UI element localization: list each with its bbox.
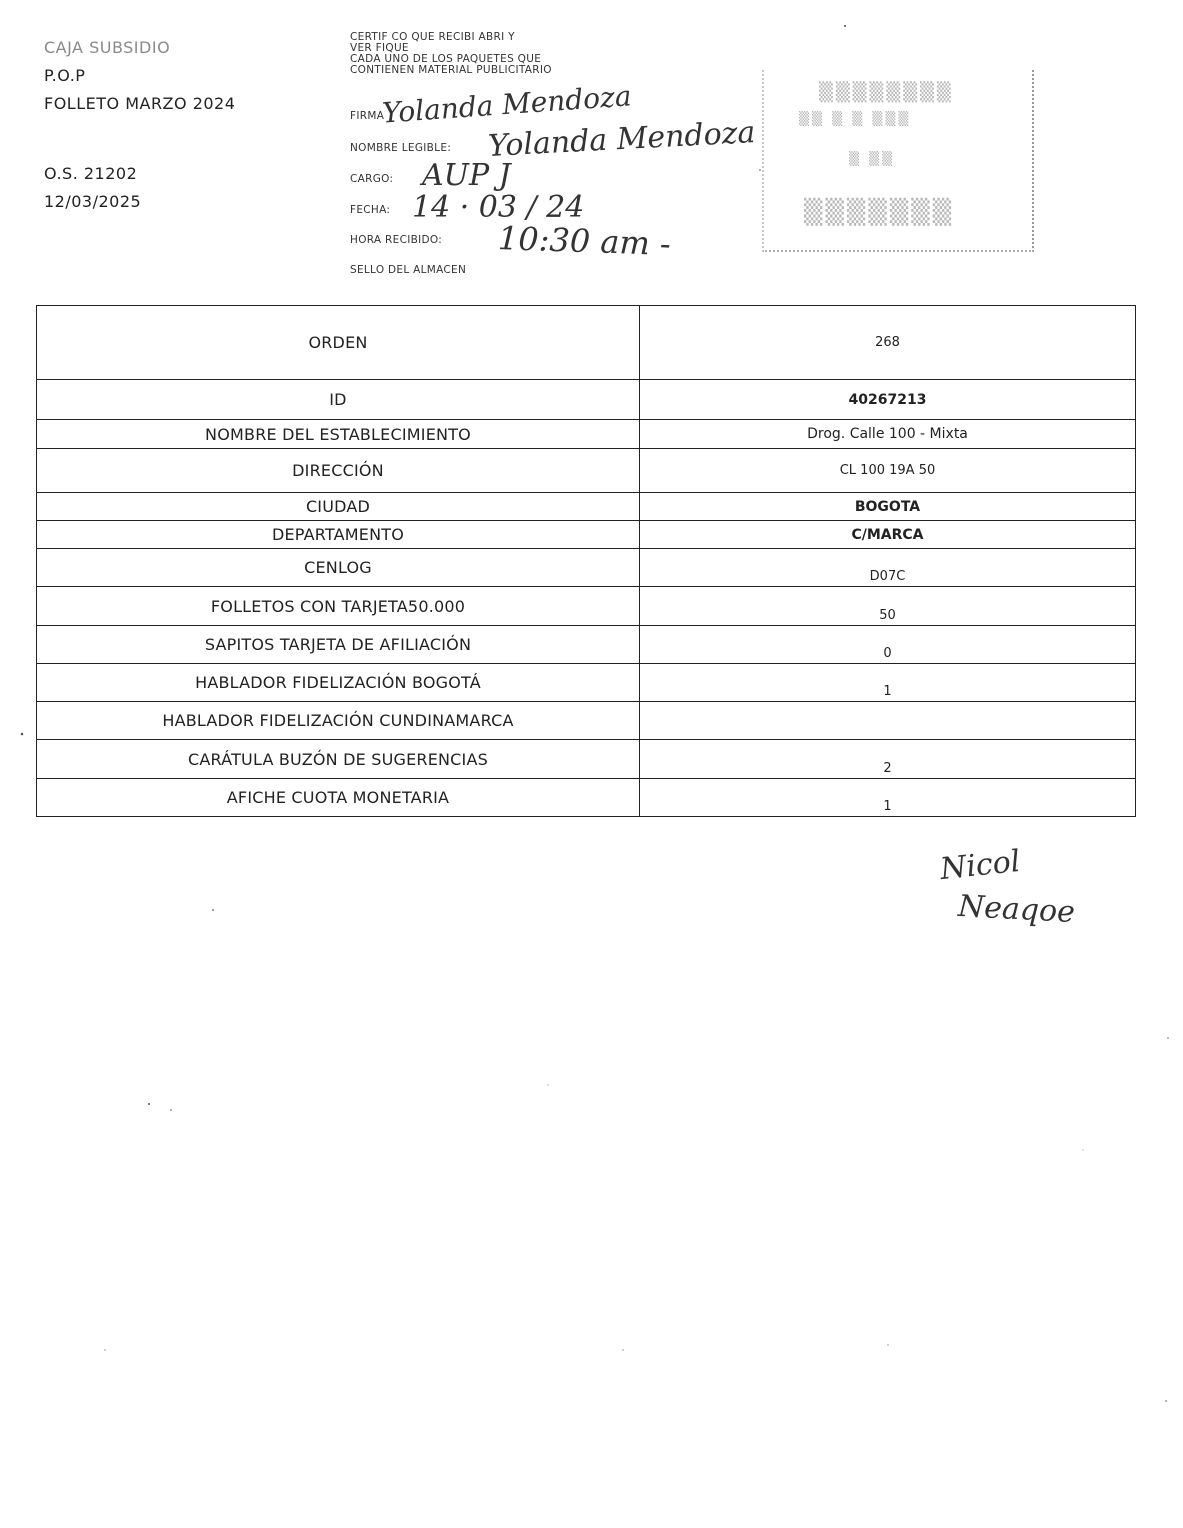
row-value: C/MARCA <box>640 521 1136 549</box>
cert-line: CONTIENEN MATERIAL PUBLICITARIO <box>350 64 552 76</box>
hora-label: HORA RECIBIDO: <box>350 234 443 246</box>
fecha-value: 14 · 03 / 24 <box>412 190 585 225</box>
row-value: CL 100 19A 50 <box>640 449 1136 493</box>
row-label: HABLADOR FIDELIZACIÓN BOGOTÁ <box>37 664 640 702</box>
row-label: HABLADOR FIDELIZACIÓN CUNDINAMARCA <box>37 702 640 740</box>
row-value: D07C <box>640 549 1136 587</box>
row-label: DIRECCIÓN <box>37 449 640 493</box>
campaign-name: FOLLETO MARZO 2024 <box>44 94 236 113</box>
cert-line: VER FIQUE <box>350 42 409 54</box>
row-label: ID <box>37 380 640 420</box>
row-label: CIUDAD <box>37 493 640 521</box>
document-date: 12/03/2025 <box>44 192 142 211</box>
firma-label: FIRMA <box>350 110 385 122</box>
row-value: 0 <box>640 626 1136 664</box>
row-label: AFICHE CUOTA MONETARIA <box>37 779 640 817</box>
handwritten-note-line1: Nicol <box>938 843 1022 888</box>
nombre-value: Yolanda Mendoza <box>487 115 757 164</box>
sello-label: SELLO DEL ALMACEN <box>350 264 467 276</box>
firma-signature: Yolanda Mendoza <box>381 79 633 130</box>
handwritten-note-line2: Neaqoe <box>957 888 1076 931</box>
row-label: CARÁTULA BUZÓN DE SUGERENCIAS <box>37 740 640 779</box>
store-stamp: ▒▒▒▒▒▒▒▒ ▒▒ ▒ ▒ ▒▒▒ ▒ ▒▒ ▒▒▒▒▒▒▒ <box>762 70 1034 252</box>
cert-line: CADA UNO DE LOS PAQUETES QUE <box>350 53 542 65</box>
row-value: Drog. Calle 100 - Mixta <box>640 420 1136 449</box>
row-label: ORDEN <box>37 306 640 380</box>
row-value: 50 <box>640 587 1136 626</box>
row-value: 2 <box>640 740 1136 779</box>
row-label: NOMBRE DEL ESTABLECIMIENTO <box>37 420 640 449</box>
row-value: 268 <box>640 306 1136 380</box>
fecha-label: FECHA: <box>350 204 391 216</box>
row-label: CENLOG <box>37 549 640 587</box>
cargo-label: CARGO: <box>350 173 394 185</box>
row-value: BOGOTA <box>640 493 1136 521</box>
row-label: DEPARTAMENTO <box>37 521 640 549</box>
os-number: O.S. 21202 <box>44 164 138 183</box>
row-value: 40267213 <box>640 380 1136 420</box>
row-label: FOLLETOS CON TARJETA50.000 <box>37 587 640 626</box>
nombre-label: NOMBRE LEGIBLE: <box>350 142 452 154</box>
company-name: CAJA SUBSIDIO <box>44 38 171 57</box>
cargo-value: AUP J <box>422 158 511 193</box>
row-label: SAPITOS TARJETA DE AFILIACIÓN <box>37 626 640 664</box>
row-value: 1 <box>640 779 1136 817</box>
cert-line: CERTIF CO QUE RECIBI ABRI Y <box>350 31 515 43</box>
program-name: P.O.P <box>44 66 86 85</box>
hora-value: 10:30 am - <box>497 218 672 264</box>
row-value: 1 <box>640 664 1136 702</box>
